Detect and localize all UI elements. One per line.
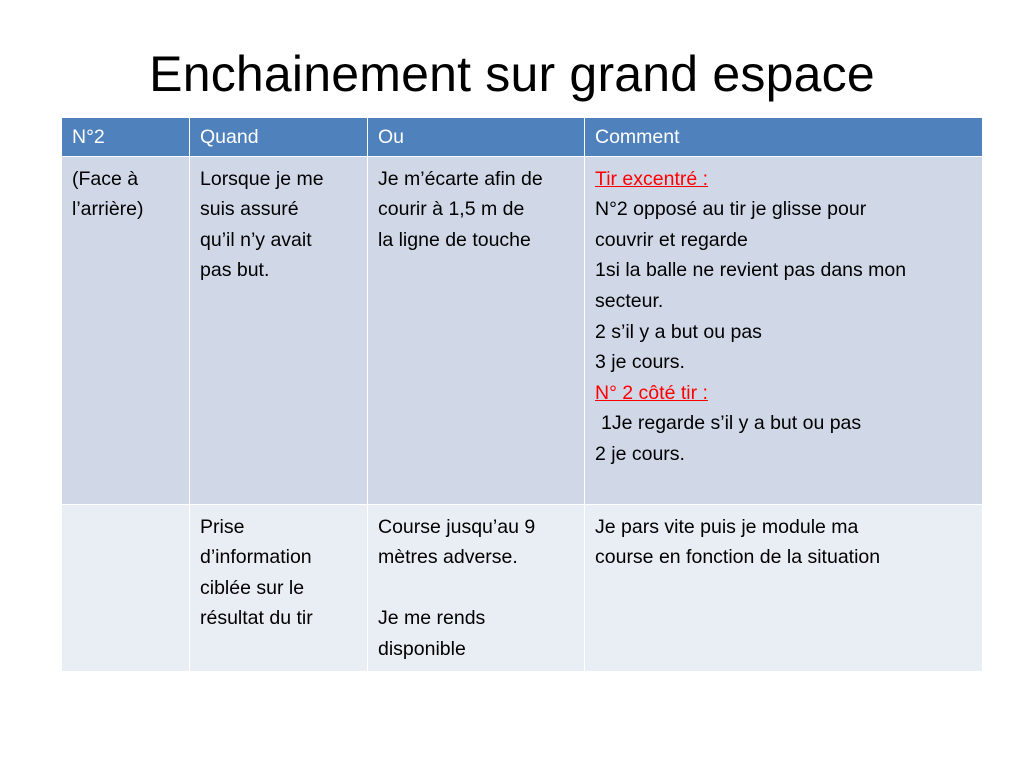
cell-line: 1si la balle ne revient pas dans mon: [595, 259, 907, 282]
cell-line: 2 s’il y a but ou pas: [595, 320, 762, 343]
cell-line: Je m’écarte afin de: [378, 167, 543, 190]
cell-ou: [368, 504, 585, 671]
cell-line: courir à 1,5 m de: [378, 198, 525, 221]
cell-ou: [368, 156, 585, 504]
cell-line: disponible: [378, 637, 466, 660]
cell-line: 2 je cours.: [595, 442, 685, 465]
header-comment: Comment: [585, 118, 983, 157]
cell-line: N°2 opposé au tir je glisse pour: [595, 198, 867, 221]
cell-comment: [585, 156, 983, 504]
cell-line: mètres adverse.: [378, 546, 518, 569]
cell-quand: [190, 156, 368, 504]
heading-n2-cote-tir: N° 2 côté tir :: [595, 381, 708, 404]
cell-line: (Face à: [72, 167, 139, 190]
info-table: [61, 117, 983, 672]
header-ou: Ou: [368, 118, 585, 157]
cell-line: pas but.: [200, 259, 270, 282]
cell-line: d’information: [200, 546, 312, 569]
cell-line: suis assuré: [200, 198, 299, 221]
table-header-row: [62, 118, 983, 157]
slide-title: Enchainement sur grand espace: [149, 46, 875, 102]
cell-line: résultat du tir: [200, 607, 313, 630]
cell-line: Je me rends: [378, 607, 486, 630]
cell-line: ciblée sur le: [200, 576, 305, 599]
cell-comment: [585, 504, 983, 671]
table-row: [62, 504, 983, 671]
cell-line: Je pars vite puis je module ma: [595, 515, 859, 538]
cell-line: couvrir et regarde: [595, 228, 748, 251]
header-quand: Quand: [190, 118, 368, 157]
cell-line: course en fonction de la situation: [595, 546, 881, 569]
header-n2: N°2: [62, 118, 190, 157]
cell-quand: [190, 504, 368, 671]
heading-tir-excentre: Tir excentré :: [595, 167, 709, 190]
cell-line: 1Je regarde s’il y a but ou pas: [601, 412, 862, 435]
table-row: [62, 156, 983, 504]
cell-n2: [62, 156, 190, 504]
cell-line: la ligne de touche: [378, 228, 531, 251]
cell-line: Lorsque je me: [200, 167, 324, 190]
cell-line: secteur.: [595, 289, 664, 312]
cell-line: qu’il n’y avait: [200, 228, 312, 251]
cell-line: 3 je cours.: [595, 351, 685, 374]
cell-line: Prise: [200, 515, 245, 538]
line-gap: [378, 573, 575, 604]
cell-line: Course jusqu’au 9: [378, 515, 536, 538]
cell-line: l’arrière): [72, 198, 144, 221]
cell-n2-empty: [62, 504, 190, 671]
